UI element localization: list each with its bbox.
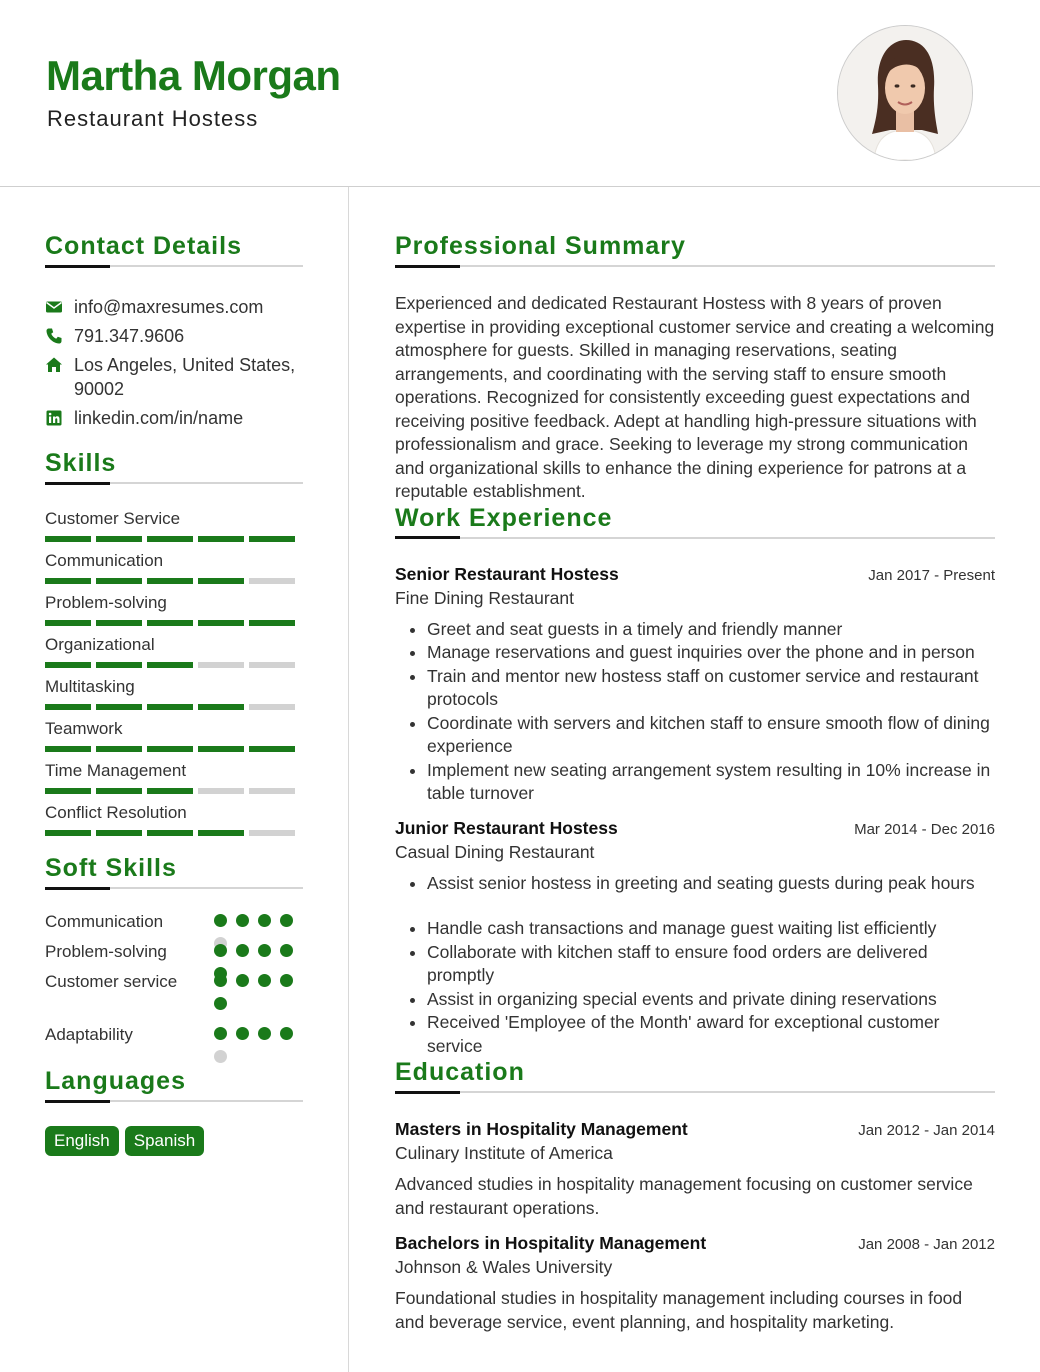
- languages-list: [45, 1126, 303, 1156]
- contact-email[interactable]: [45, 295, 303, 319]
- section-rule: [395, 1091, 995, 1093]
- skill-level-segment: [198, 830, 244, 836]
- skill-level-segment: [147, 662, 193, 668]
- skill-level-segment: [198, 746, 244, 752]
- job-bullets: [395, 618, 995, 806]
- skill-level-segment: [198, 536, 244, 542]
- section-rule: [395, 265, 995, 267]
- rating-dot: [214, 944, 227, 957]
- summary-text: Experienced and dedicated Restaurant Hostess with 8 years of proven expertise in providing exceptional customer service and creating a welcoming atmosphere for guests. Skilled in managing reservations, seating arrangements, and coordinating with the serving staff to ensure smooth operations. Recognized for consistently exceeding guest expectations and receiving positive feedback. Adept at handling high-pressure situations with professionalism and grace. Seeking to leverage my strong communication and organizational skills to enhance the dining experience for patrons at a reputable establishment.: [395, 293, 995, 501]
- skill-level-segment: [96, 746, 142, 752]
- profile-photo: [837, 25, 973, 161]
- language-badge: English: [45, 1126, 119, 1156]
- rating-dot: [236, 914, 249, 927]
- rating-dot: [258, 944, 271, 957]
- skill-item: [45, 677, 303, 710]
- skill-label: Communication: [45, 551, 164, 570]
- education-description: Advanced studies in hospitality management focusing on customer service and restaurant operations.: [395, 1174, 973, 1218]
- experience-section: [395, 504, 995, 1059]
- skill-item: [45, 593, 303, 626]
- rating-dot: [214, 1027, 227, 1040]
- skill-level-segment: [249, 620, 295, 626]
- soft-skill-rating: [214, 942, 303, 972]
- skill-level-segment: [249, 662, 295, 668]
- job-bullet: • Manage reservations and guest inquiries over the phone and in person: [427, 641, 995, 665]
- skill-level-bar: [45, 704, 303, 710]
- soft-skill-item: [45, 972, 303, 1025]
- right-column: [395, 186, 995, 1334]
- job-date: Jan 2017 - Present: [868, 566, 995, 584]
- candidate-job-title: Restaurant Hostess: [47, 106, 259, 131]
- skill-level-bar: [45, 578, 303, 584]
- rating-dot: [258, 914, 271, 927]
- skill-label: Conflict Resolution: [45, 803, 187, 822]
- contact-address: [45, 353, 303, 401]
- skill-level-bar: [45, 620, 303, 626]
- skill-level-segment: [45, 788, 91, 794]
- left-column: [45, 186, 303, 1156]
- skill-level-segment: [249, 830, 295, 836]
- contact-email-text: info@maxresumes.com: [74, 297, 264, 317]
- skill-item: [45, 509, 303, 542]
- rating-dot: [280, 944, 293, 957]
- contact-phone-text: 791.347.9606: [74, 326, 185, 346]
- skill-level-segment: [249, 536, 295, 542]
- soft-skill-label: Adaptability: [45, 1025, 133, 1044]
- skill-item: [45, 551, 303, 584]
- section-rule: [45, 482, 303, 484]
- skill-level-segment: [198, 788, 244, 794]
- envelope-icon: [45, 298, 63, 316]
- skill-level-segment: [198, 704, 244, 710]
- skill-level-segment: [45, 704, 91, 710]
- job-bullet: • Handle cash transactions and manage guest waiting list efficiently: [427, 917, 995, 941]
- skill-level-segment: [96, 704, 142, 710]
- job-title: Senior Restaurant Hostess: [395, 563, 619, 584]
- skill-label: Teamwork: [45, 719, 123, 738]
- job-bullet: • Assist senior hostess in greeting and seating guests during peak hours: [427, 872, 995, 896]
- contact-phone[interactable]: [45, 324, 303, 348]
- rating-dot: [214, 974, 227, 987]
- section-rule: [45, 1100, 303, 1102]
- education-header: [395, 1119, 995, 1140]
- job-bullet: • Collaborate with kitchen staff to ensure food orders are delivered promptly: [427, 941, 995, 988]
- rating-dot: [236, 1027, 249, 1040]
- skill-level-bar: [45, 536, 303, 542]
- education-date: Jan 2008 - Jan 2012: [858, 1236, 995, 1253]
- skill-level-segment: [147, 536, 193, 542]
- skill-label: Multitasking: [45, 677, 135, 696]
- skill-level-bar: [45, 788, 303, 794]
- phone-icon: [45, 327, 63, 345]
- education-date: Jan 2012 - Jan 2014: [858, 1122, 995, 1139]
- soft-skills-section: [45, 854, 303, 1059]
- skill-level-segment: [45, 620, 91, 626]
- home-icon: [45, 356, 63, 374]
- contact-linkedin[interactable]: [45, 406, 303, 430]
- job-header: [395, 564, 995, 585]
- skill-item: [45, 761, 303, 794]
- skill-item: [45, 719, 303, 752]
- skills-list: [45, 509, 303, 836]
- skill-level-segment: [45, 536, 91, 542]
- soft-skill-item: [45, 912, 303, 942]
- resume-header: [0, 0, 1040, 187]
- skill-level-segment: [147, 704, 193, 710]
- rating-dot: [214, 914, 227, 927]
- soft-skill-label: Problem-solving: [45, 942, 167, 961]
- education-list: [395, 1119, 995, 1334]
- experience-section-title: Work Experience: [395, 503, 613, 532]
- skill-level-segment: [147, 788, 193, 794]
- skill-level-bar: [45, 662, 303, 668]
- contact-section: [45, 232, 303, 430]
- skill-level-segment: [45, 746, 91, 752]
- skill-level-segment: [147, 830, 193, 836]
- education-degree: Bachelors in Hospitality Management: [395, 1233, 707, 1253]
- skill-level-bar: [45, 830, 303, 836]
- portrait-icon: [838, 26, 972, 160]
- rating-dot: [280, 1027, 293, 1040]
- skill-item: [45, 803, 303, 836]
- rating-dot: [214, 997, 227, 1010]
- job-bullet: • Assist in organizing special events and private dining reservations: [427, 988, 995, 1012]
- skill-label: Organizational: [45, 635, 155, 654]
- soft-skill-rating: [214, 912, 303, 942]
- job-bullets: [395, 872, 995, 1059]
- skill-level-segment: [96, 662, 142, 668]
- rating-dot: [280, 974, 293, 987]
- languages-section: [45, 1067, 303, 1156]
- education-school: Johnson & Wales University: [395, 1257, 613, 1277]
- job-entry: [395, 818, 995, 1059]
- education-entry: [395, 1119, 995, 1220]
- education-header: [395, 1233, 995, 1254]
- skill-label: Time Management: [45, 761, 187, 780]
- education-section: [395, 1058, 995, 1334]
- job-bullet: • Received 'Employee of the Month' award for exceptional customer service: [427, 1011, 995, 1058]
- summary-section-title: Professional Summary: [395, 232, 686, 260]
- job-bullet: • Train and mentor new hostess staff on customer service and restaurant protocols: [427, 665, 995, 712]
- linkedin-icon: [45, 409, 63, 427]
- skill-level-segment: [249, 578, 295, 584]
- skills-section-title: Skills: [45, 449, 117, 477]
- soft-skills-section-title: Soft Skills: [45, 854, 177, 882]
- skill-level-segment: [45, 662, 91, 668]
- skill-level-segment: [96, 536, 142, 542]
- job-header: [395, 818, 995, 839]
- rating-dot: [236, 944, 249, 957]
- skill-label: Customer Service: [45, 509, 181, 528]
- candidate-name: Martha Morgan: [46, 52, 341, 99]
- rating-dot: [258, 974, 271, 987]
- contact-linkedin-text: linkedin.com/in/name: [74, 408, 244, 428]
- skill-level-segment: [96, 830, 142, 836]
- education-description: Foundational studies in hospitality management including courses in food and beverage service, event planning, and hospitality marketing.: [395, 1288, 963, 1332]
- skill-level-segment: [45, 578, 91, 584]
- job-entry: [395, 564, 995, 806]
- languages-section-title: Languages: [45, 1067, 186, 1095]
- rating-dot: [258, 1027, 271, 1040]
- contact-section-title: Contact Details: [45, 232, 242, 260]
- job-company: Casual Dining Restaurant: [395, 841, 595, 862]
- skill-level-segment: [96, 788, 142, 794]
- skill-level-segment: [96, 578, 142, 584]
- rating-dot: [236, 974, 249, 987]
- skill-level-segment: [147, 746, 193, 752]
- soft-skills-list: [45, 912, 303, 1059]
- job-title: Junior Restaurant Hostess: [395, 817, 618, 838]
- job-date: Mar 2014 - Dec 2016: [854, 820, 995, 838]
- skill-level-segment: [147, 620, 193, 626]
- skill-level-segment: [249, 788, 295, 794]
- section-rule: [395, 537, 995, 539]
- education-section-title: Education: [395, 1058, 525, 1086]
- skill-level-segment: [198, 662, 244, 668]
- section-rule: [45, 265, 303, 267]
- soft-skill-item: [45, 942, 303, 972]
- education-entry: [395, 1233, 995, 1334]
- education-school: Culinary Institute of America: [395, 1143, 613, 1163]
- skill-label: Problem-solving: [45, 593, 167, 612]
- section-rule: [45, 887, 303, 889]
- job-bullet: • Implement new seating arrangement system resulting in 10% increase in table turnover: [427, 759, 995, 806]
- rating-dot: [214, 1050, 227, 1063]
- language-badge: Spanish: [125, 1126, 204, 1156]
- column-divider: [348, 187, 349, 1372]
- skill-level-segment: [96, 620, 142, 626]
- skill-level-segment: [198, 620, 244, 626]
- summary-section: [395, 232, 995, 504]
- skill-item: [45, 635, 303, 668]
- job-bullet: • Coordinate with servers and kitchen staff to ensure smooth flow of dining experience: [427, 712, 995, 759]
- job-bullet: • Greet and seat guests in a timely and friendly manner: [427, 618, 995, 642]
- soft-skill-label: Customer service: [45, 972, 178, 991]
- job-company: Fine Dining Restaurant: [395, 587, 574, 608]
- skill-level-segment: [249, 704, 295, 710]
- rating-dot: [280, 914, 293, 927]
- soft-skill-label: Communication: [45, 912, 164, 931]
- skill-level-segment: [249, 746, 295, 752]
- soft-skill-rating: [214, 1025, 303, 1059]
- soft-skill-rating: [214, 972, 303, 1025]
- soft-skill-item: [45, 1025, 303, 1059]
- skill-level-segment: [45, 830, 91, 836]
- skill-level-segment: [198, 578, 244, 584]
- skill-level-bar: [45, 746, 303, 752]
- skill-level-segment: [147, 578, 193, 584]
- jobs-list: [395, 564, 995, 1059]
- education-degree: Masters in Hospitality Management: [395, 1119, 688, 1139]
- contact-address-text: Los Angeles, United States, 90002: [74, 355, 296, 399]
- skills-section: [45, 449, 303, 836]
